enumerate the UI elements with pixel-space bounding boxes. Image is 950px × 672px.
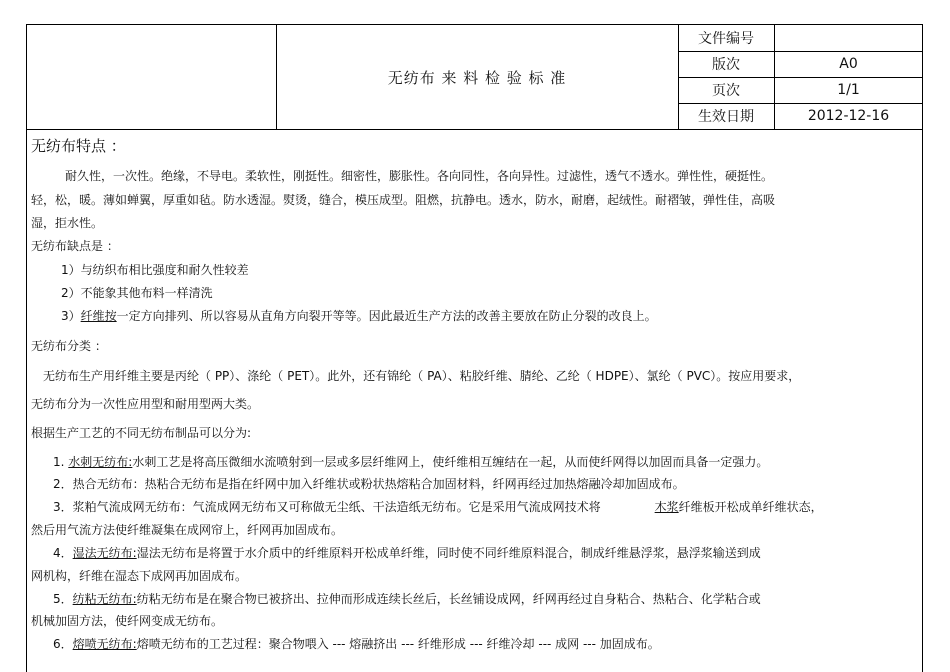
version-value: A0 [839,56,858,72]
list-text: 湿法无纺布是将置于水介质中的纤维原料开松成单纤维，同时使不同纤维原料混合，制成纤维悬浮浆，悬浮浆输送到成 [136,546,761,560]
paragraph-line: 耐久性，一次性。绝缘，不导电。柔软性，刚挺性。细密性，膨胀性。各向同性，各向异性。过滤性，透气不透水。弹性性，硬挺性。 [65,169,774,183]
list-item [53,592,761,606]
document-page [26,24,923,672]
list-item [53,546,761,560]
list-item [53,500,823,514]
list-text: 一定方向排列、所以容易从直角方向裂开等等。因此最近生产方法的改善主要放在防止分裂的改良上。 [116,309,657,323]
list-number: 6． [53,637,73,651]
page-label: 页次 [712,83,740,99]
term: 纺粘无纺布: [72,592,137,606]
paragraph-line: 无纺布生产用纤维主要是丙纶（ PP）、涤纶（ PET）。此外，还有锦纶（ PA）、粘胶纤维、腈纶、乙纶（ HDPE）、氯纶（ PVC）。按应用要求， [43,369,801,383]
term: 熔喷无纺布: [72,637,137,651]
list-number: 3） [61,309,81,323]
paragraph-line: 轻，松，暖。薄如蝉翼，厚重如毡。防水透湿。熨烫，缝合，模压成型。阻燃，抗静电。透水，防水，耐磨，起绒性。耐褶皱，弹性佳，高吸 [31,193,776,207]
list-item: 2．热合无纺布：热粘合无纺布是指在纤网中加入纤维状或粉状热熔粘合加固材料，纤网再经过加热熔融冷却加固成布。 [53,477,685,491]
subheading: 根据生产工艺的不同无纺布制品可以分为: [31,426,252,440]
subheading: 无纺布分类 ： [31,339,107,353]
underlined-text: 木浆 [654,500,679,514]
term: 湿法无纺布: [72,546,137,560]
paragraph-line: 无纺布分为一次性应用型和耐用型两大类。 [31,397,260,411]
effective-date-value: 2012-12-16 [807,108,890,124]
list-item [53,637,660,651]
subheading: 无纺布缺点是 ： [31,239,119,253]
effective-date-label: 生效日期 [698,109,754,125]
paragraph-line: 然后用气流方法使纤维凝集在成网帘上，纤网再加固成布。 [31,523,344,537]
doc-number-label: 文件编号 [698,31,754,47]
paragraph-line: 机械加固方法，使纤网变成无纺布。 [31,614,224,628]
list-number: 1. [53,455,65,469]
paragraph-line: 网机构，纤维在湿态下成网再加固成布。 [31,569,248,583]
list-item [61,309,657,323]
doc-number-value [775,25,922,51]
term: 水刺无纺布: [68,455,133,469]
list-text: 3．浆粕气流成网无纺布：气流成网无纺布又可称做无尘纸、干法造纸无纺布。它是采用气流成网技术将 [53,500,601,514]
section-heading: 无纺布特点 ： [31,137,126,155]
version-label: 版次 [712,57,740,73]
document-title: 无纺布 来 料 检 验 标 准 [387,68,567,87]
list-number: 4． [53,546,73,560]
list-text: 纤维板开松成单纤维状态， [678,500,823,514]
list-text: 熔喷无纺布的工艺过程：聚合物喂入 --- 熔融挤出 --- 纤维形成 --- 纤维冷却 --- 成网 --- 加固成布。 [136,637,660,651]
list-item: 2）不能象其他布料一样清洗 [61,286,213,300]
underlined-text: 纤维按 [80,309,117,323]
list-item: 1）与纺织布相比强度和耐久性较差 [61,263,249,277]
list-text: 水刺工艺是将高压微细水流喷射到一层或多层纤维网上，使纤维相互缠结在一起，从而使纤网得以加固而具备一定强力。 [132,455,769,469]
page-value: 1/1 [837,82,860,98]
list-number: 5． [53,592,73,606]
header-table [27,25,922,130]
list-item [53,455,768,469]
paragraph-line: 湿，拒水性。 [31,216,104,230]
list-text: 纺粘无纺布是在聚合物已被挤出、拉伸而形成连续长丝后，长丝铺设成网，纤网再经过自身粘合、热粘合、化学粘合或 [136,592,761,606]
